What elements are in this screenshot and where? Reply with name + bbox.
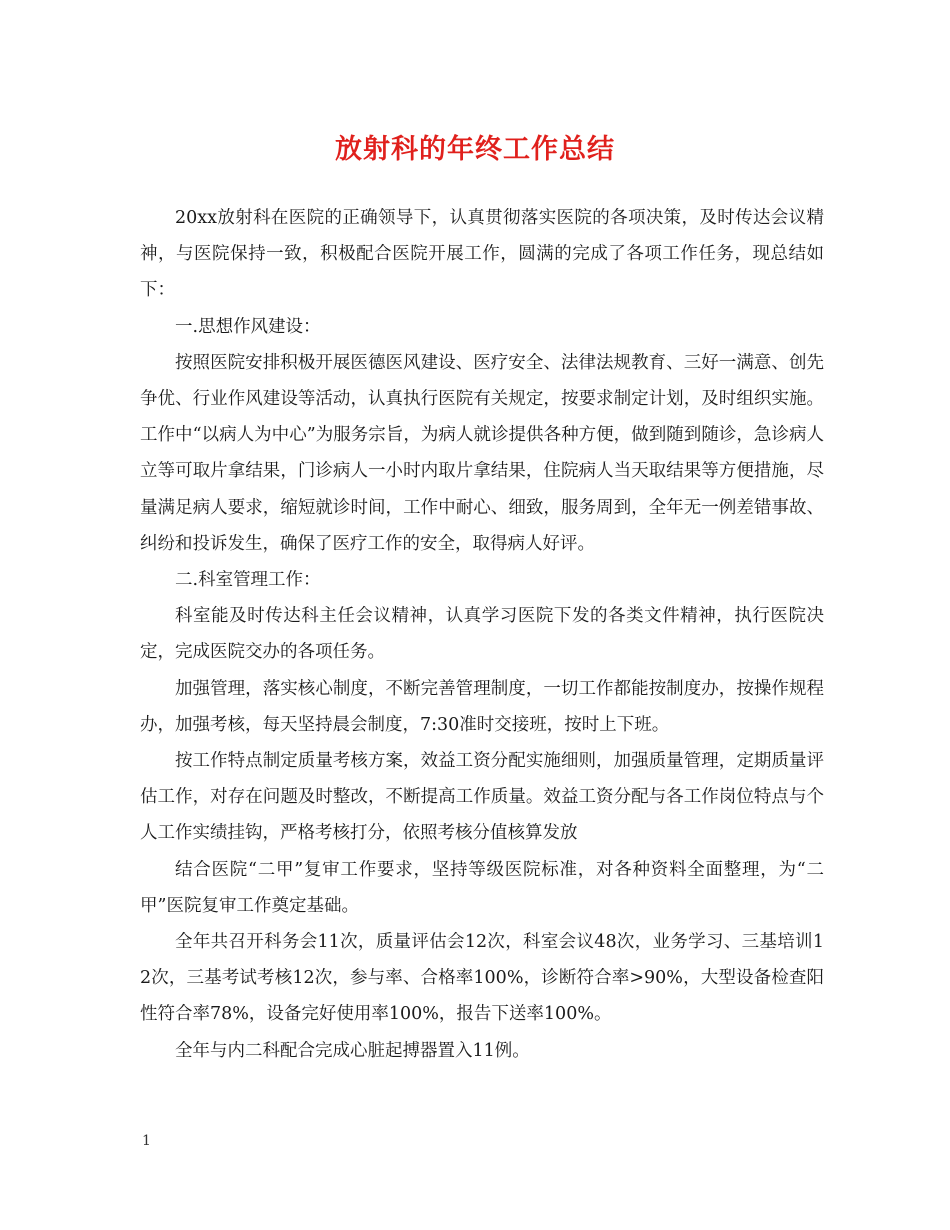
section-heading-2: 二.科室管理工作： (175, 570, 321, 591)
paragraph-intro: 20xx放射科在医院的正确领导下，认真贯彻落实医院的各项决策，及时传达会议精神，与医院保持一致，积极配合医院开展工作，圆满的完成了各项工作任务，现总结如下： (140, 208, 824, 301)
paragraph-section-2-c: 按工作特点制定质量考核方案，效益工资分配实施细则，加强质量管理，定期质量评估工作，对存在问题及时整改，不断提高工作质量。效益工资分配与各工作岗位特点与个人工作实绩挂钩，严格考核打分，依照考核分值核算发放 (140, 751, 824, 844)
document-title: 放射科的年终工作总结 (335, 134, 615, 165)
paragraph-section-2-d: 结合医院“二甲”复审工作要求，坚持等级医院标准，对各种资料全面整理，为“二甲”医院复审工作奠定基础。 (140, 859, 824, 916)
paragraph-section-1: 按照医院安排积极开展医德医风建设、医疗安全、法律法规教育、三好一满意、创先争优、行业作风建设等活动，认真执行医院有关规定，按要求制定计划，及时组织实施。工作中“以病人为中心”为服务宗旨，为病人就诊提供各种方便，做到随到随诊，急诊病人立等可取片拿结果，门诊病人一小时内取片拿结果，住院病人当天取结果等方便措施，尽量满足病人要求，缩短就诊时间，工作中耐心、细致，服务周到，全年无一例差错事故、纠纷和投诉发生，确保了医疗工作的安全，取得病人好评。 (140, 352, 824, 554)
paragraph-section-2-b: 加强管理，落实核心制度，不断完善管理制度，一切工作都能按制度办，按操作规程办，加强考核，每天坚持晨会制度，7:30准时交接班，按时上下班。 (140, 678, 824, 735)
document-body (140, 200, 824, 1069)
paragraph-section-2-e: 全年共召开科务会11次，质量评估会12次，科室会议48次，业务学习、三基培训12次，三基考试考核12次，参与率、合格率100%，诊断符合率>90%，大型设备检查阳性符合率78%，设备完好使用率100%，报告下送率100%。 (140, 932, 824, 1025)
section-heading-1: 一.思想作风建设： (175, 316, 321, 337)
paragraph-section-2-f: 全年与内二科配合完成心脏起搏器置入11例。 (175, 1040, 530, 1061)
page-number: 1 (142, 1133, 151, 1149)
paragraph-section-2-a: 科室能及时传达科主任会议精神，认真学习医院下发的各类文件精神，执行医院决定，完成医院交办的各项任务。 (140, 606, 824, 663)
